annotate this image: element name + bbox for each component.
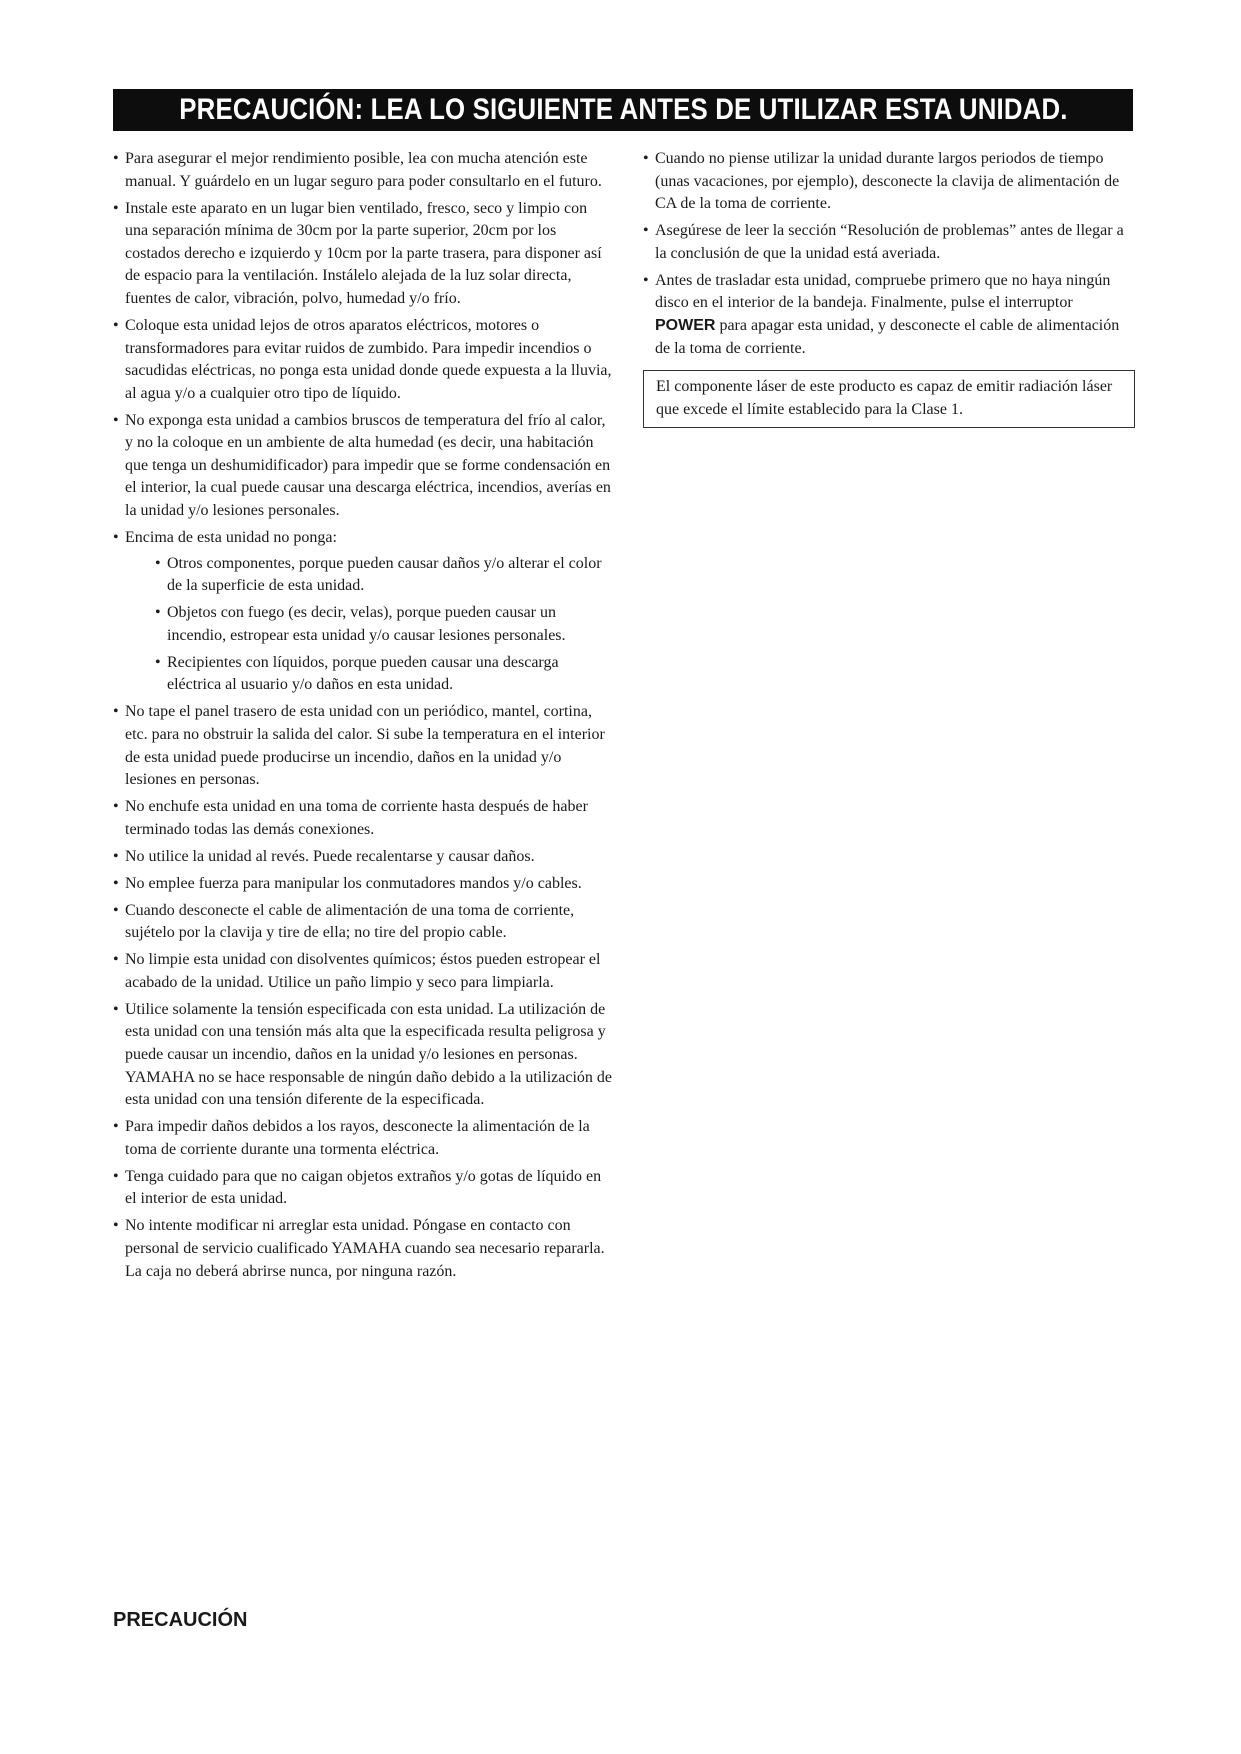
list-item: • Cuando desconecte el cable de alimentación de una toma de corriente, sujételo por la clavija y tire de ella; no tire del propio cable. (113, 900, 613, 945)
power-text-after: para apagar esta unidad, y desconecte el cable de alimentación de la toma de corriente. (655, 316, 1120, 357)
list-item: • Tenga cuidado para que no caigan objetos extraños y/o gotas de líquido en el interior de esta unidad. (113, 1166, 613, 1211)
list-item: • Cuando no piense utilizar la unidad durante largos periodos de tiempo (unas vacaciones, por ejemplo), desconecte la clavija de alimentación de CA de la toma de corriente. (643, 148, 1135, 216)
list-item: • No limpie esta unidad con disolventes químicos; éstos pueden estropear el acabado de la unidad. Utilice un paño limpio y seco para limpiarla. (113, 949, 613, 994)
right-column (643, 148, 1135, 428)
precautions-list-right (643, 148, 1135, 360)
list-item: • Asegúrese de leer la sección “Resolución de problemas” antes de llegar a la conclusión de que la unidad está averiada. (643, 220, 1135, 265)
sub-list-item: • Recipientes con líquidos, porque pueden causar una descarga eléctrica al usuario y/o daños en esta unidad. (155, 652, 613, 697)
encima-lead: Encima de esta unidad no ponga: (125, 529, 337, 547)
list-item: • No emplee fuerza para manipular los conmutadores mandos y/o cables. (113, 873, 613, 896)
list-item: • Para impedir daños debidos a los rayos, desconecte la alimentación de la toma de corriente durante una tormenta eléctrica. (113, 1116, 613, 1161)
laser-notice-box (643, 370, 1135, 428)
list-item: • Para asegurar el mejor rendimiento posible, lea con mucha atención este manual. Y guárdelo en un lugar seguro para poder consultarlo en el futuro. (113, 148, 613, 193)
encima-sub-list (155, 553, 613, 697)
precautions-list-left (113, 148, 613, 1283)
list-item-encima (113, 527, 613, 697)
list-item: • No tape el panel trasero de esta unidad con un periódico, mantel, cortina, etc. para no obstruir la salida del calor. Si sube la temperatura en el interior de esta unidad puede producirse un incendio, daños en la unidad y/o lesiones en personas. (113, 701, 613, 791)
sub-list-item: • Otros componentes, porque pueden causar daños y/o alterar el color de la superficie de esta unidad. (155, 553, 613, 598)
footer-section-label: PRECAUCIÓN (113, 1609, 248, 1631)
sub-list-item: • Objetos con fuego (es decir, velas), porque pueden causar un incendio, estropear esta unidad y/o causar lesiones personales. (155, 602, 613, 647)
list-item: • Instale este aparato en un lugar bien ventilado, fresco, seco y limpio con una separación mínima de 30cm por la parte superior, 20cm por los costados derecho e izquierdo y 10cm por la parte trasera, para disponer así de espacio para la ventilación. Instálelo alejada de la luz solar directa, fuentes de calor, vibración, polvo, humedad y/o frío. (113, 198, 613, 311)
list-item: • Coloque esta unidad lejos de otros aparatos eléctricos, motores o transformadores para evitar ruidos de zumbido. Para impedir incendios o sacudidas eléctricas, no ponga esta unidad donde quede expuesta a la lluvia, al agua y/o a cualquier otro tipo de líquido. (113, 315, 613, 405)
power-text-before: Antes de trasladar esta unidad, compruebe primero que no haya ningún disco en el interior de la bandeja. Finalmente, pulse el interruptor (655, 271, 1111, 312)
list-item-power (643, 270, 1135, 360)
left-column (113, 148, 613, 1288)
list-item: • No utilice la unidad al revés. Puede recalentarse y causar daños. (113, 846, 613, 869)
list-item: • No intente modificar ni arreglar esta unidad. Póngase en contacto con personal de servicio cualificado YAMAHA cuando sea necesario repararla. La caja no deberá abrirse nunca, por ninguna razón. (113, 1215, 613, 1283)
laser-notice-text: El componente láser de este producto es capaz de emitir radiación láser que excede el límite establecido para la Clase 1. (656, 378, 1113, 418)
list-item: • Utilice solamente la tensión especificada con esta unidad. La utilización de esta unidad con una tensión más alta que la especificada resulta peligrosa y puede causar un incendio, daños en la unidad y/o lesiones en personas. YAMAHA no se hace responsable de ningún daño debido a la utilización de esta unidad con una tensión diferente de la especificada. (113, 999, 613, 1112)
power-keyword: POWER (655, 316, 716, 334)
page-title: PRECAUCIÓN: LEA LO SIGUIENTE ANTES DE UTILIZAR ESTA UNIDAD. (178, 93, 1068, 126)
page-header-banner (113, 89, 1133, 131)
list-item: • No exponga esta unidad a cambios bruscos de temperatura del frío al calor, y no la coloque en un ambiente de alta humedad (es decir, una habitación que tenga un deshumidificador) para impedir que se forme condensación en el interior, la cual puede causar una descarga eléctrica, incendios, averías en la unidad y/o lesiones personales. (113, 410, 613, 523)
list-item: • No enchufe esta unidad en una toma de corriente hasta después de haber terminado todas las demás conexiones. (113, 796, 613, 841)
